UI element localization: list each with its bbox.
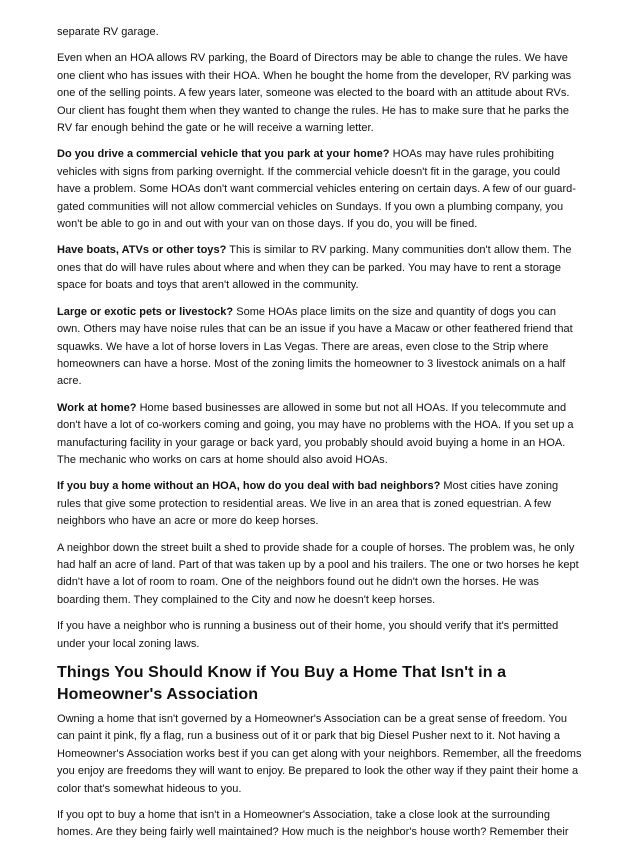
- paragraph-boats-atvs: Have boats, ATVs or other toys? This is similar to RV parking. Many communities don't allow them. The ones that do will have rules about where and when they can be parked. You may have to rent a storage space for boats and toys that aren't allowed in the community.: [57, 244, 572, 292]
- paragraph-commercial-vehicle: Do you drive a commercial vehicle that you park at your home? HOAs may have rules prohibiting vehicles with signs from parking overnight. If the commercial vehicle doesn't fit in the garage, you could have a problem. Some HOAs don't want commercial vehicles entering on certain days. A few of our guard-gated communities will not allow commercial vehicles on Sundays. If you own a plumbing company, you won't be able to go in and out with your van on those days. If you do, you will be fined.: [57, 148, 576, 231]
- section-heading: Things You Should Know if You Buy a Home That Isn't in a Homeowner's Association: [57, 664, 507, 703]
- paragraph-work-at-home: Work at home? Home based businesses are allowed in some but not all HOAs. If you telecommute and don't have a lot of co-workers coming and going, you may have no problems with the HOA. If you set up a manufacturing facility in your garage or back yard, you probably should avoid buying a home in an HOA. The mechanic who works on cars at home should also avoid HOAs.: [57, 401, 574, 466]
- paragraph-horse-shed: A neighbor down the street built a shed to provide shade for a couple of horses. The problem was, he only had half an acre of land. Part of that was taken up by a pool and his trailers. The one or two horses he kept didn't have a lot of room to roam. One of the neighbors found out he didn't own the horses. He was boarding them. They complained to the City and now he doesn't keep horses.: [57, 541, 579, 606]
- paragraph-bad-neighbors: If you buy a home without an HOA, how do you deal with bad neighbors? Most cities have zoning rules that give some protection to residential areas. We live in an area that is zoned equestrian. A few neighbors who have an acre or more do keep horses.: [57, 480, 559, 528]
- paragraph-lead: Have boats, ATVs or other toys?: [57, 244, 227, 257]
- paragraph-freedom: Owning a home that isn't governed by a Homeowner's Association can be a great sense of freedom. You can paint it pink, fly a flag, run a business out of it or park that big Diesel Pusher next to it. Not having a Homeowner's Association works best if you can get along with your neighbors. Remember, all the freedoms you enjoy are freedoms they will want to enjoy. Be prepared to look the other way if they paint their home a color that's somewhat hideous to you.: [57, 713, 582, 795]
- paragraph-rv-garage: separate RV garage.: [57, 26, 159, 38]
- paragraph-hoa-rv-rules: Even when an HOA allows RV parking, the Board of Directors may be able to change the rules. We have one client who has issues with their HOA. When he bought the home from the developer, RV parking was one of the selling points. A few years later, someone was elected to the board with an attitude about RVs. Our client has fought them when they wanted to change the rules. He has to make sure that he parks the RV far enough behind the gate or he will receive a warning letter.: [57, 52, 572, 135]
- paragraph-zoning-laws: If you have a neighbor who is running a business out of their home, you should verify that it's permitted under your local zoning laws.: [57, 620, 559, 650]
- paragraph-lead: If you buy a home without an HOA, how do you deal with bad neighbors?: [57, 480, 441, 493]
- paragraph-surrounding-homes: If you opt to buy a home that isn't in a Homeowner's Association, take a close look at the surrounding homes. Are they being fairly well maintained? How much is the neighbor's house worth? Remember their: [57, 809, 569, 839]
- paragraph-lead: Large or exotic pets or livestock?: [57, 305, 234, 318]
- paragraph-lead: Work at home?: [57, 401, 137, 414]
- paragraph-pets-livestock: Large or exotic pets or livestock? Some HOAs place limits on the size and quantity of dogs you can own. Others may have noise rules that can be an issue if you have a Macaw or other feathered friend that squawks. We have a lot of horse lovers in Las Vegas. There are areas, even close to the Strip where homeowners can have a horse. Most of the zoning limits the homeowner to 3 livestock animals on a half acre.: [57, 305, 573, 388]
- paragraph-lead: Do you drive a commercial vehicle that you park at your home?: [57, 148, 390, 161]
